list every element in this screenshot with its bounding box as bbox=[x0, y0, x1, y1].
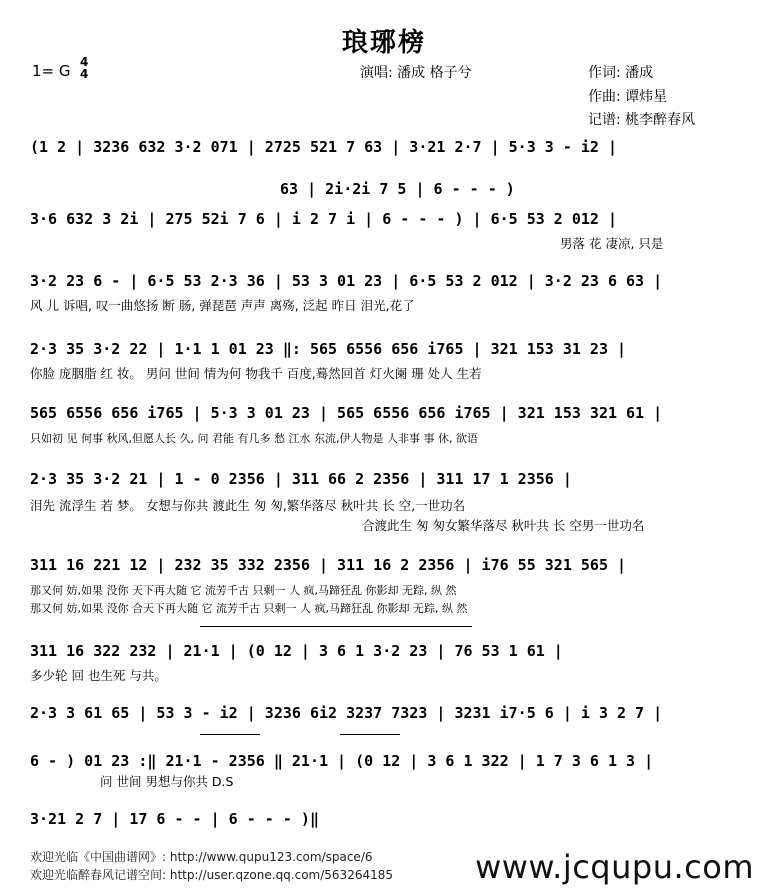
lyric-line-2: 风 儿 诉唱, 叹一曲悠扬 断 肠, 弹琵琶 声声 离殇, 泛起 昨日 泪光,花了 bbox=[30, 298, 415, 313]
score-line-8: 311 16 221 12 | 232 35 332 2356 | 311 16 2 2356 | i76 55 321 565 | bbox=[30, 556, 627, 574]
lyric-line-5: 泪先 流浮生 若 梦。 女想与你共 渡此生 匆 匆,繁华落尽 秋叶共 长 空,一世功名 bbox=[30, 498, 466, 513]
volta-bracket-2 bbox=[200, 734, 260, 735]
score-line-4: 3·2 23 6 - | 6·5 53 2·3 36 | 53 3 01 23 | 6·5 53 2 012 | 3·2 23 6 63 | bbox=[30, 272, 663, 290]
score-line-12: 3·21 2 7 | 17 6 - - | 6 - - - )‖ bbox=[30, 810, 319, 828]
lyric-line-7: 那又何 妨,如果 没你 天下再大随 它 流芳千古 只剩一 人 疯,马蹄狂乱 你影却 无踪, 纵 然 bbox=[30, 584, 457, 597]
footer-link-1[interactable]: 欢迎光临《中国曲谱网》: http://www.qupu123.com/space/6 bbox=[30, 850, 373, 864]
lyric-line-3: 你脸 庞胭脂 红 妆。 男问 世间 情为何 物我千 百度,蓦然回首 灯火阑 珊 处人 生若 bbox=[30, 366, 482, 381]
score-line-11: 6 - ) 01 23 :‖ 21·1 - 2356 ‖ 21·1 | (0 12 | 3 6 1 322 | 1 7 3 6 1 3 | bbox=[30, 752, 654, 770]
score-line-2: 63 | 2i·2i 7 5 | 6 - - - ) bbox=[280, 180, 515, 198]
time-signature bbox=[80, 56, 88, 80]
composer-credit: 作曲: 谭炜星 bbox=[588, 89, 668, 105]
score-line-7: 2·3 35 3·2 21 | 1 - 0 2356 | 311 66 2 2356 | 311 17 1 2356 | bbox=[30, 470, 572, 488]
lyric-line-9: 多少轮 回 也生死 与共。 bbox=[30, 668, 167, 683]
lyric-line-6: 合渡此生 匆 匆女繁华落尽 秋叶共 长 空男一世功名 bbox=[362, 518, 645, 533]
score-line-10: 2·3 3 61 65 | 53 3 - i2 | 3236 6i2 3237 7323 | 3231 i7·5 6 | i 3 2 7 | bbox=[30, 704, 663, 722]
meter-top: 4 bbox=[80, 55, 89, 69]
score-line-3: 3·6 632 3 2i | 275 52i 7 6 | i 2 7 i | 6 - - - ) | 6·5 53 2 012 | bbox=[30, 210, 617, 228]
score-line-6: 565 6556 656 i765 | 5·3 3 01 23 | 565 6556 656 i765 | 321 153 321 61 | bbox=[30, 404, 663, 422]
song-title: 琅琊榜 bbox=[341, 28, 426, 58]
score-line-5: 2·3 35 3·2 22 | 1·1 1 01 23 ‖: 565 6556 656 i765 | 321 153 31 23 | bbox=[30, 340, 627, 358]
volta-bracket-1 bbox=[200, 626, 472, 627]
volta-bracket-3 bbox=[340, 734, 400, 735]
lyric-line-4: 只如初 见 何事 秋风,但愿人长 久, 问 君能 有几多 愁 江水 东流,伊人物是 人非事 事 休, 欲语 bbox=[30, 432, 478, 445]
meter-bottom: 4 bbox=[80, 67, 89, 81]
singers-credit: 演唱: 潘成 格子兮 bbox=[360, 65, 472, 81]
site-watermark: www.jcqupu.com bbox=[475, 848, 754, 886]
lyric-line-8: 那又何 妨,如果 没你 合天下再大随 它 流芳千古 只剩一 人 疯,马蹄狂乱 你影却 无踪, 纵 然 bbox=[30, 602, 468, 615]
footer-link-2[interactable]: 欢迎光临醉春风记谱空间: http://user.qzone.qq.com/563264185 bbox=[30, 868, 394, 882]
lyric-line-10: 问 世间 男想与你共 D.S bbox=[100, 774, 234, 789]
score-line-1: (1 2 | 3236 632 3·2 071 | 2725 521 7 63 | 3·21 2·7 | 5·3 3 - i2 | bbox=[30, 138, 617, 156]
lyric-line-1: 男落 花 凄凉, 只是 bbox=[560, 236, 664, 251]
key-signature: 1= G bbox=[32, 62, 71, 80]
score-line-9: 311 16 322 232 | 21·1 | (0 12 | 3 6 1 3·2 23 | 76 53 1 61 | bbox=[30, 642, 563, 660]
transcriber-credit: 记谱: 桃李醉春风 bbox=[588, 112, 696, 128]
lyricist-credit: 作词: 潘成 bbox=[588, 65, 654, 81]
